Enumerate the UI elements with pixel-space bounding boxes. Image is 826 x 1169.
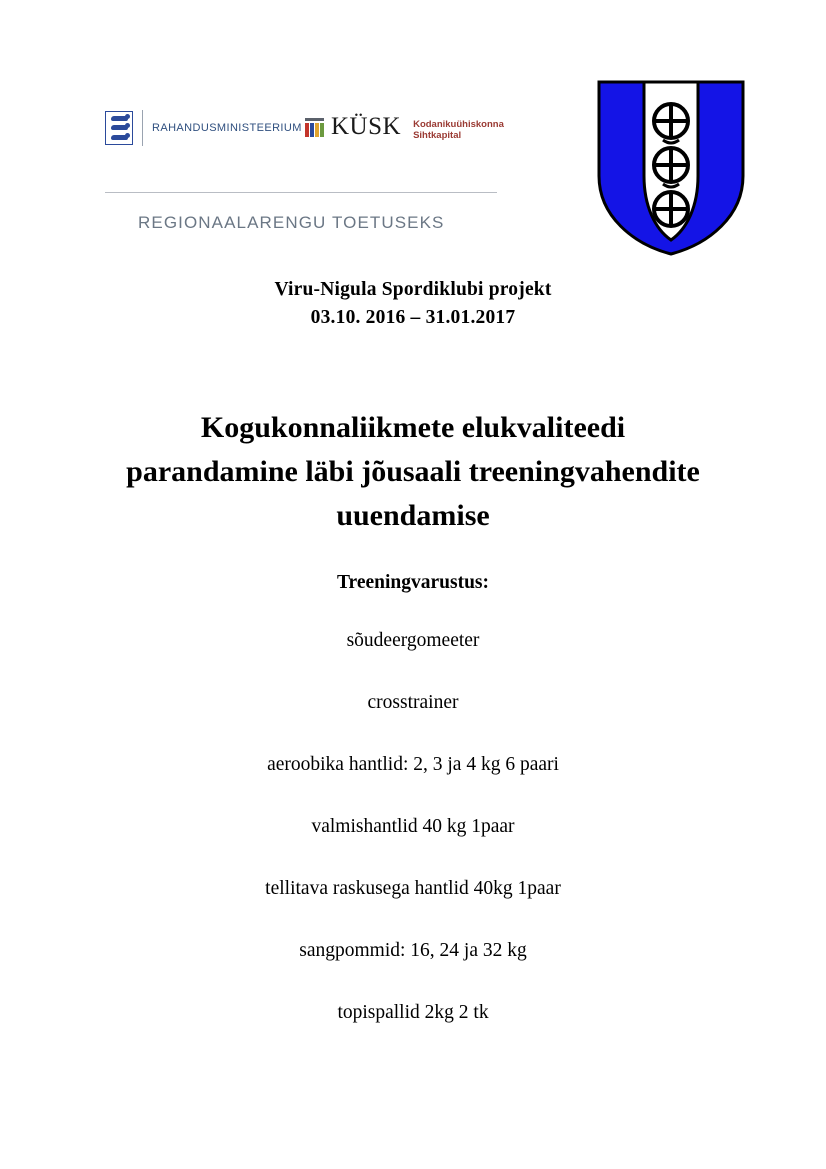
kysk-bars-icon xyxy=(305,118,325,137)
kysk-logo xyxy=(305,114,504,141)
kysk-wordmark: KÜSK xyxy=(331,113,402,140)
list-item: aeroobika hantlid: 2, 3 ja 4 kg 6 paari xyxy=(267,754,559,775)
header-slogan: REGIONAALARENGU TOETUSEKS xyxy=(138,213,445,232)
project-heading xyxy=(0,276,826,332)
estonia-three-lions-crest-icon xyxy=(105,111,133,145)
equipment-heading: Treeningvarustus: xyxy=(336,572,490,593)
header-rule xyxy=(105,192,497,193)
ministry-logo xyxy=(105,110,302,146)
header-logo-band xyxy=(0,0,826,270)
list-item: valmishantlid 40 kg 1paar xyxy=(311,816,515,837)
page-title: Kogukonnaliikmete elukvaliteedi parandamine läbi jõusaali treeningvahendite uuendamise xyxy=(126,411,700,532)
kysk-subtitle-line1: Kodanikuühiskonna xyxy=(413,119,504,130)
list-item: crosstrainer xyxy=(367,692,459,713)
logo-divider xyxy=(142,110,143,146)
project-heading-line1: Viru-Nigula Spordiklubi projekt xyxy=(274,279,552,300)
list-item: sangpommid: 16, 24 ja 32 kg xyxy=(299,940,527,961)
viru-nigula-coat-of-arms-icon xyxy=(597,80,745,256)
project-heading-line2: 03.10. 2016 – 31.01.2017 xyxy=(310,307,516,328)
document-body xyxy=(0,276,826,1025)
funder-logos xyxy=(105,110,505,170)
kysk-subtitle-line2: Sihtkapital xyxy=(413,130,462,141)
list-item: sõudeergomeeter xyxy=(346,630,480,651)
kysk-subtitle xyxy=(407,114,504,141)
list-item: topispallid 2kg 2 tk xyxy=(337,1002,489,1023)
list-item: tellitava raskusega hantlid 40kg 1paar xyxy=(265,878,561,899)
ministry-name: RAHANDUSMINISTEERIUM xyxy=(152,122,302,134)
